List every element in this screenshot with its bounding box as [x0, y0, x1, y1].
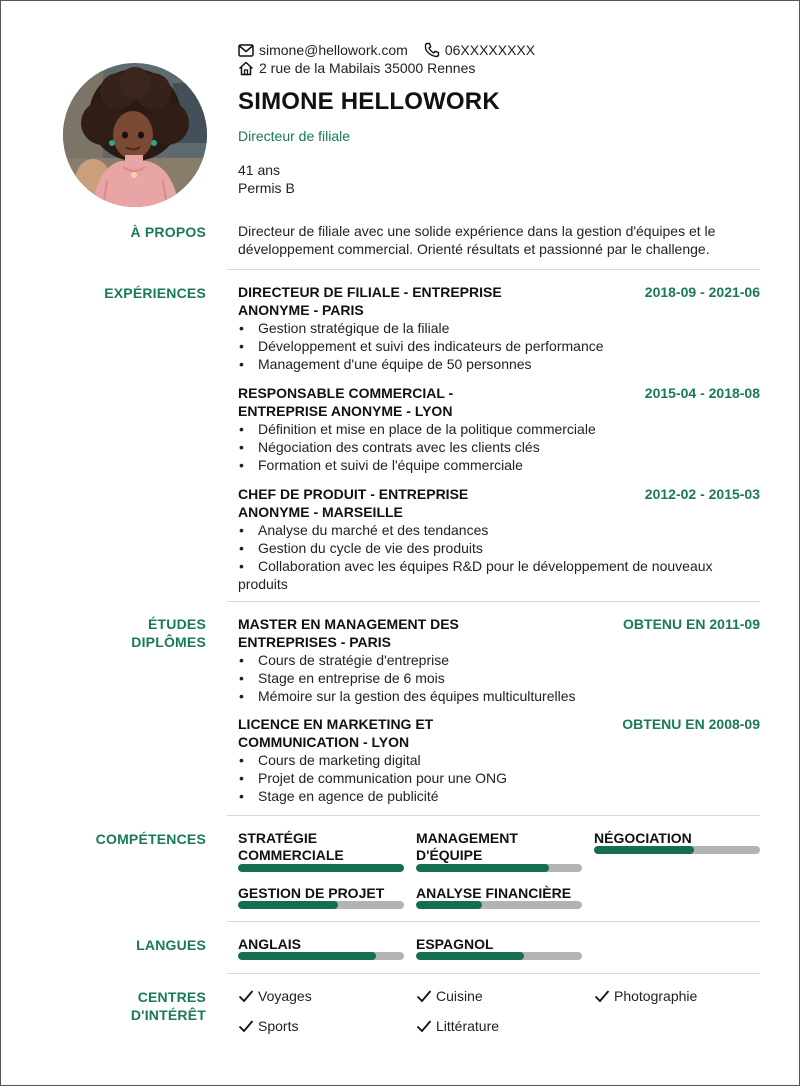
experience-title: RESPONSABLE COMMERCIAL - ENTREPRISE ANONYME - LYON — [238, 385, 454, 419]
experiences-list — [238, 283, 760, 593]
age: 41 ans — [238, 162, 281, 178]
profile-photo — [63, 63, 207, 207]
resume-header — [238, 41, 760, 197]
experience-entry — [238, 384, 760, 474]
bullet-item: • Analyse du marché et des tendances — [238, 521, 760, 539]
job-title: Directeur de filiale — [238, 128, 351, 144]
skills-label: COMPÉTENCES — [95, 831, 206, 847]
skill-name: STRATÉGIE COMMERCIALE — [238, 830, 344, 863]
skill-item — [594, 830, 760, 847]
education-list — [238, 615, 760, 805]
languages-label: LANGUES — [136, 937, 206, 953]
education-bullets — [238, 651, 760, 705]
experience-entry — [238, 283, 760, 373]
skill-item — [238, 885, 404, 902]
email-text: simone@hellowork.com — [259, 42, 408, 58]
language-item — [238, 936, 404, 953]
interests-label-line2: D'INTÉRÊT — [130, 1007, 206, 1023]
skill-bar — [416, 901, 582, 909]
bullet-item: • Mémoire sur la gestion des équipes multiculturelles — [238, 687, 760, 705]
interest-item — [416, 1017, 499, 1035]
bullet-item: • Projet de communication pour une ONG — [238, 769, 760, 787]
language-name: ANGLAIS — [238, 936, 301, 952]
bullet-item: • Management d'une équipe de 50 personnes — [238, 355, 760, 373]
skill-bar-fill — [594, 846, 694, 854]
bullet-item: • Définition et mise en place de la politique commerciale — [238, 420, 760, 438]
about-text: Directeur de filiale avec une solide expérience dans la gestion d'équipes et le développement commercial. Orienté résultats et passionné par le challenge. — [238, 223, 716, 257]
interest-item — [238, 1017, 298, 1035]
bullet-item: • Négociation des contrats avec les clients clés — [238, 438, 760, 456]
skill-bar — [238, 901, 404, 909]
education-entry — [238, 715, 760, 805]
address-text: 2 rue de la Mabilais 35000 Rennes — [259, 60, 476, 76]
phone-text: 06XXXXXXXX — [444, 42, 536, 58]
divider — [227, 269, 760, 270]
education-dates: OBTENU EN 2011-09 — [623, 616, 760, 632]
experience-title: DIRECTEUR DE FILIALE - ENTREPRISE ANONYME - PARIS — [238, 284, 502, 318]
skill-bar-fill — [238, 901, 338, 909]
language-bar-fill — [238, 952, 376, 960]
bullet-item: • Cours de marketing digital — [238, 751, 760, 769]
skill-item — [238, 830, 404, 864]
interest-label: Sports — [258, 1018, 299, 1034]
about-label: À PROPOS — [130, 224, 206, 240]
experience-bullets — [238, 521, 760, 593]
skill-item — [416, 830, 582, 864]
experience-bullets — [238, 420, 760, 474]
experience-title: CHEF DE PRODUIT - ENTREPRISE ANONYME - MARSEILLE — [238, 486, 469, 520]
address-row — [238, 59, 760, 77]
skill-item — [416, 885, 582, 902]
divider — [227, 921, 760, 922]
bullet-item: • Cours de stratégie d'entreprise — [238, 651, 760, 669]
email-item — [238, 41, 408, 59]
interests-label-line1: CENTRES — [137, 989, 206, 1005]
candidate-meta — [238, 161, 760, 197]
experience-dates: 2018-09 - 2021-06 — [644, 284, 760, 300]
bullet-item: • Gestion stratégique de la filiale — [238, 319, 760, 337]
experience-dates: 2012-02 - 2015-03 — [644, 486, 760, 502]
skill-bar — [416, 864, 582, 872]
education-bullets — [238, 751, 760, 805]
interest-label: Voyages — [258, 988, 312, 1004]
address-item — [238, 59, 475, 77]
language-bar-fill — [416, 952, 524, 960]
check-icon — [594, 989, 610, 1003]
driving-license: Permis B — [238, 180, 295, 196]
bullet-item: • Formation et suivi de l'équipe commerciale — [238, 456, 760, 474]
mail-icon — [238, 44, 254, 57]
interest-label: Cuisine — [436, 988, 483, 1004]
skill-bar-fill — [416, 864, 549, 872]
bullet-item: • Gestion du cycle de vie des produits — [238, 539, 760, 557]
language-name: ESPAGNOL — [416, 936, 494, 952]
bullet-item: • Collaboration avec les équipes R&D pour le développement de nouveaux produits — [238, 557, 760, 593]
skill-bar — [238, 864, 404, 872]
education-entry — [238, 615, 760, 705]
contact-row — [238, 41, 760, 59]
education-title: MASTER EN MANAGEMENT DES ENTREPRISES - PARIS — [238, 616, 459, 650]
skill-bar-fill — [238, 864, 404, 872]
skill-name: MANAGEMENT D'ÉQUIPE — [416, 830, 518, 863]
phone-item — [424, 41, 535, 59]
education-label-line1: ÉTUDES — [148, 616, 206, 632]
bullet-item: • Stage en agence de publicité — [238, 787, 760, 805]
experience-bullets — [238, 319, 760, 373]
skill-name: ANALYSE FINANCIÈRE — [416, 885, 572, 901]
interest-item — [594, 987, 697, 1005]
language-item — [416, 936, 582, 953]
skill-bar-fill — [416, 901, 482, 909]
candidate-name: SIMONE HELLOWORK — [238, 88, 500, 115]
language-bar — [416, 952, 582, 960]
check-icon — [416, 989, 432, 1003]
check-icon — [416, 1019, 432, 1033]
bullet-item: • Développement et suivi des indicateurs de performance — [238, 337, 760, 355]
language-bar — [238, 952, 404, 960]
education-dates: OBTENU EN 2008-09 — [622, 716, 760, 732]
experience-entry — [238, 485, 760, 593]
interest-label: Photographie — [614, 988, 698, 1004]
skill-bar — [594, 846, 760, 854]
interest-label: Littérature — [436, 1018, 500, 1034]
skill-name: GESTION DE PROJET — [238, 885, 385, 901]
education-label-line2: DIPLÔMES — [131, 634, 206, 650]
divider — [227, 601, 760, 602]
bullet-item: • Stage en entreprise de 6 mois — [238, 669, 760, 687]
interest-item — [416, 987, 483, 1005]
divider — [227, 973, 760, 974]
divider — [227, 815, 760, 816]
experience-dates: 2015-04 - 2018-08 — [644, 385, 760, 401]
experiences-label: EXPÉRIENCES — [104, 285, 206, 301]
phone-icon — [424, 42, 440, 58]
education-label — [61, 615, 206, 651]
check-icon — [238, 989, 254, 1003]
education-title: LICENCE EN MARKETING ET COMMUNICATION - LYON — [238, 716, 434, 750]
home-icon — [238, 61, 254, 76]
interest-item — [238, 987, 312, 1005]
skill-name: NÉGOCIATION — [594, 830, 692, 846]
interests-label — [61, 988, 206, 1024]
check-icon — [238, 1019, 254, 1033]
